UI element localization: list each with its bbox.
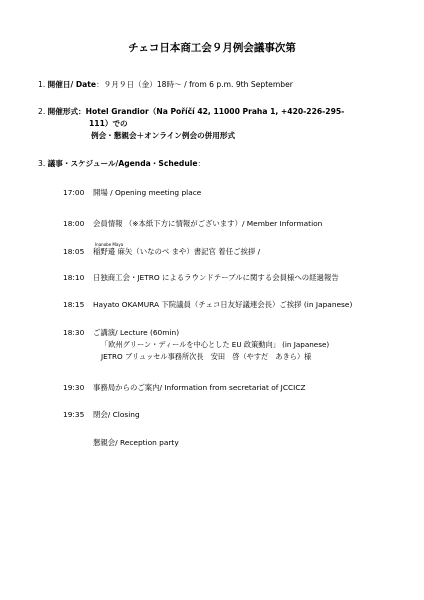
section-number: 3. (38, 159, 46, 168)
agenda-text: 会員情報 （※本紙下方に情報がございます）/ Member Information (93, 219, 323, 228)
agenda-text: 日独商工会・JETRO によるラウンドテーブルに関する会員様への経過報告 (93, 273, 339, 282)
agenda-time: 17:00 (63, 188, 85, 197)
agenda-item (63, 299, 352, 310)
agenda-text: 事務局からのご案内/ Information from secretariat of JCCICZ (93, 383, 306, 392)
section-value-line1: ：Hotel Grandior（Na Poříčí 42, 11000 Praha 1, +420-226-295- (78, 107, 345, 116)
section-number: 2. (38, 107, 46, 116)
agenda-item (63, 187, 201, 198)
agenda-text: ご講演/ Lecture (60min) (93, 328, 180, 337)
agenda-item (63, 327, 179, 338)
agenda-item (93, 437, 179, 448)
section-number: 1. (38, 80, 46, 89)
agenda-item (63, 409, 140, 420)
section-format-line3 (91, 130, 235, 142)
section-agenda (38, 158, 205, 170)
agenda-time: 18:10 (63, 273, 85, 282)
section-label: 議事・スケジュール/Agenda・Schedule (47, 159, 198, 168)
section-date (38, 79, 293, 91)
agenda-time: 19:30 (63, 383, 85, 392)
section-value-line3: 例会・懇親会＋オンライン例会の併用形式 (91, 131, 236, 140)
agenda-ruby: Inanobe Maya (95, 242, 124, 247)
agenda-text: 開場 / Opening meeting place (93, 188, 202, 197)
agenda-item (63, 272, 339, 283)
section-label: 開催日/ Date (47, 80, 97, 89)
agenda-text: Hayato OKAMURA 下院議員（チェコ日友好議連会長）ご挨拶 (in Japanese) (93, 300, 353, 309)
agenda-time: 18:15 (63, 300, 85, 309)
agenda-text: 懇親会/ Reception party (93, 438, 179, 447)
agenda-time: 19:35 (63, 410, 85, 419)
lecture-title: 「欧州グリーン・ディールを中心とした EU 政策動向」 (in Japanese) (101, 340, 330, 349)
section-value-line2: 111）での (89, 119, 128, 128)
agenda-time: 18:30 (63, 328, 85, 337)
page-title: チェコ日本商工会９月例会議事次第 (128, 42, 296, 54)
section-value: ： (197, 159, 206, 168)
section-value: ：９月９日（金）18時～ / from 6 p.m. 9th September (96, 80, 293, 89)
agenda-time: 18:05 (63, 247, 85, 256)
agenda-item (63, 218, 322, 229)
agenda-item (63, 382, 306, 393)
section-format (38, 106, 344, 118)
agenda-item (63, 246, 260, 257)
agenda-text: 稲野邉 麻矢（いなのべ まや）書記官 着任ご挨拶 / (93, 247, 261, 256)
section-label: 開催形式 (47, 107, 79, 116)
lecturer-name: JETRO ブリュッセル事務所次長 安田 啓（やすだ あきら）様 (101, 352, 312, 361)
agenda-time: 18:00 (63, 219, 85, 228)
section-format-line2 (89, 118, 128, 130)
agenda-text: 閉会/ Closing (93, 410, 140, 419)
